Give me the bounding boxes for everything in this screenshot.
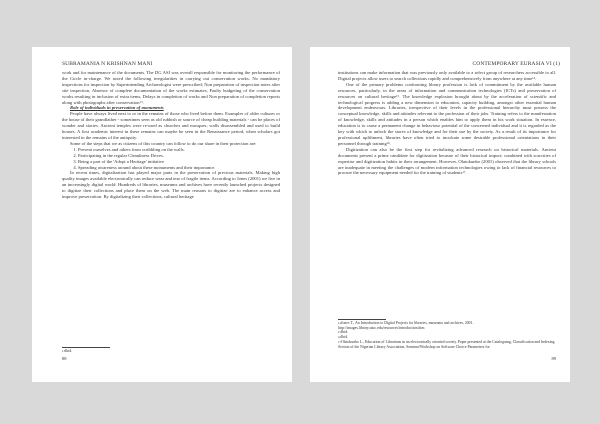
footnotes — [62, 347, 280, 354]
paragraph: institutions can make information that was previously only available to a select group of researchers accessible to all. Digital projects allow users to search collections rapidly and comprehensively from anywhere at any time$^{14}$. — [338, 70, 556, 81]
left-page — [32, 47, 292, 382]
paragraph: Digitization can also be the first step for revitalizing advanced research on historical materials. Ancient documents present a prime candidate for digitization because of their historical import; combined with scarcities of expertise and digitization habits in their arrangement. However, Olatokunbo (2001) observed that the library schools are inadequate in meeting the challenges of modern information technologies owing to lack of financial resources to procure the necessary equipment needed for the training of students$^{17}$. — [338, 146, 556, 176]
header-journal: CONTEMPORARY EURASIA VI (1) — [472, 61, 560, 67]
page-body — [62, 70, 280, 200]
list-item: 4. Spreading awareness around about these monuments and their importance. — [78, 165, 280, 171]
right-page — [310, 47, 570, 382]
footnote-ref: 17 — [462, 170, 466, 175]
footnote: $^{13}$Ibid. — [62, 349, 73, 353]
page-number: 88 — [62, 356, 67, 361]
footnote: $^{14}$Jones T., An Introduction to Digital Projects for libraries, museums and archives, 2001. http://images.library.uiuc.edu/resources/introduction.htm — [338, 321, 474, 330]
page-number: 89 — [551, 356, 556, 361]
paragraph: One of the primary problems confronting library profession is lack of commitment by the available human resources, particularly, in the areas of information and communication technologies (ICTs) and preservation of resources on cultural heritage$^{15}$. The knowledge explosion brought about by the acceleration of scientific and technological progress is adding a new dimension to education, capacity building, amongst other essential human development endeavours. Libraries, irrespective of their levels in the professional hierarchy must possess the conceptual knowledge, skills and attitudes relevant to the profession of their jobs. Training refers to the manifestation of knowledge, skills and attitudes in a person which enables him to apply them in his work situation. In essence, education is to cause a permanent change in behaviour potential of the concerned individual and it is regarded as the key with which to unlock the stores of knowledge and for their use by the society. As a result of its importance for professional upliftment, libraries have often tried to inculcate some desirable professional orientations in their personnel through training$^{16}$. — [338, 81, 556, 146]
section-heading: Role of individuals in preservation of monuments — [70, 105, 164, 111]
list-item: 3. Being a part of the 'Adopt a Heritage' initiative — [78, 159, 280, 165]
footnote: $^{15}$Ibid. — [338, 330, 349, 335]
footnote: $^{16}$Ibid. — [338, 335, 349, 340]
paragraph: work and for maintenance of the documents. The DG ASI was overall responsible for monitoring the performance of the Circle in-charge. We noted the following irregularities in carrying out conservation works: No mandatory inspections for inspection by Superintending Archaeologist were prescribed; Non preparation of inspection notes after site inspection, Absence of complete documentation of the works estimates, Faulty budgeting of the conservation works resulting in inclusion of extra items, Delays in completion of works and Non preparation of completion reports along with photographs after conservation$^{13}$. — [62, 70, 280, 105]
footnote-ref: 16 — [386, 140, 390, 145]
footnotes — [338, 319, 556, 349]
footnote-rule — [62, 347, 110, 348]
steps-list — [62, 147, 280, 171]
paragraph: In recent times, digitalization has played major parts in the preservation of precious materials. Making high quality images available electronically can reduce wear and tear of fragile items. According to Jones (2001) we live in an increasingly digital world. Hundreds of libraries, museums and archives have recently launched projects designed to digitize their collections and place them on the web. The main reasons to digitize are to enhance access and improve preservation. By digitalizing their collections, cultural heritage — [62, 170, 280, 200]
list-item: 1. Prevent ourselves and others from scribbling on the walls. — [78, 147, 280, 153]
footnote: $^{17}$Olatokunbo L., Education of Librarians in an electronically oriented society. Paper presented at the Cataloguing, Classification and Indexing Section of the Nigerian Library Association, Seminar/Workshop on Software Choice Parameters for — [338, 339, 555, 349]
footnote-ref: 15 — [396, 93, 400, 98]
footnote-ref: 13 — [139, 99, 143, 104]
page-body — [338, 70, 556, 176]
paragraph: People have always lived next to or in the remains of those who lived before them. Examples of older cultures or the house of their grandfather - sometimes seen as old rubbish or source of cheap building materials - can be places of wonder and stories. Ancient temples were re-used as churches and mosques; walls disassembled and used to build houses. A first academic interest in these remains can maybe be seen in the Renaissance period, when scholars got interested in the remains of the antiquity. — [62, 111, 280, 140]
footnote-ref: 14 — [532, 75, 536, 80]
paragraph: Some of the steps that we as citizens of this country can follow to do our share in their protection are: — [70, 140, 257, 146]
list-item: 2. Participating in the regular Cleanliness Drives. — [78, 153, 280, 159]
header-author: SUBRAMANIA N KRISHNAN MANI — [62, 61, 153, 67]
footnote-rule — [338, 319, 386, 320]
